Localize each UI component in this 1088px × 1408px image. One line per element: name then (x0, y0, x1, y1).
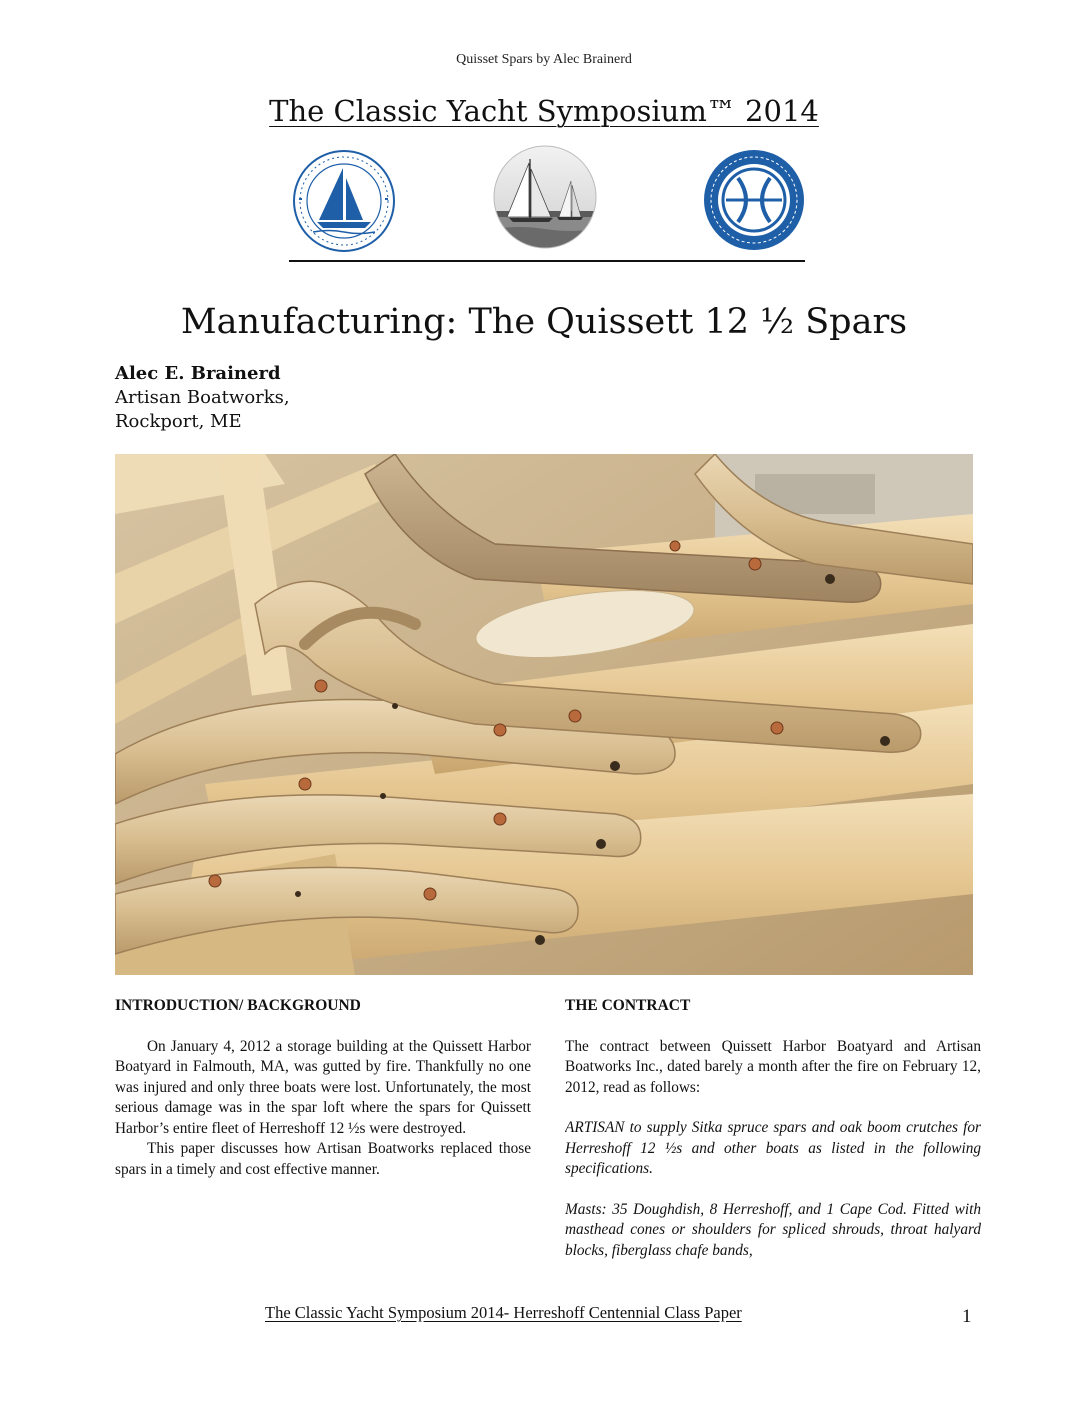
contract-heading: THE CONTRACT (565, 997, 691, 1014)
herreshoff-marine-museum-logo (289, 146, 399, 256)
author-affiliation: Artisan Boatworks, (115, 387, 290, 408)
contract-paragraph-3: Masts: 35 Doughdish, 8 Herreshoff, and 1 Cape Cod. Fitted with masthead cones or shoulders for spliced shrouds, throat halyard blocks, fiberglass chafe bands, (565, 1200, 981, 1259)
symposium-title: The Classic Yacht Symposium™ 2014 (269, 94, 819, 128)
introduction-paragraph-2: This paper discusses how Artisan Boatworks replaced those spars in a timely and cost effective manner. (115, 1140, 531, 1178)
running-head: Quisset Spars by Alec Brainerd (456, 52, 632, 67)
footer-text: The Classic Yacht Symposium 2014- Herreshoff Centennial Class Paper (265, 1303, 742, 1322)
introduction-paragraph-1: On January 4, 2012 a storage building at the Quissett Harbor Boatyard in Falmouth, MA, was gutted by fire. Thankfully no one was injured and only three boats were lost. Unfortunately, the most serious damage was in the spar loft where the spars for Quissett Harbor’s entire fleet of Herreshoff 12 ½s were destroyed. (115, 1037, 531, 1137)
author-location: Rockport, ME (115, 411, 242, 432)
introduction-heading: INTRODUCTION/ BACKGROUND (115, 997, 361, 1014)
paper-title: Manufacturing: The Quissett 12 ½ Spars (180, 302, 908, 342)
contract-section (565, 996, 981, 1264)
title-divider (289, 260, 805, 262)
author-block (115, 362, 290, 434)
sname-logo (702, 148, 806, 252)
contract-paragraph-1: The contract between Quissett Harbor Boatyard and Artisan Boatworks Inc., dated barely a month after the fire on February 12, 2012, read as follows: (565, 1037, 981, 1096)
author-name: Alec E. Brainerd (115, 363, 281, 384)
introduction-section (115, 996, 531, 1180)
page-number: 1 (962, 1306, 972, 1327)
wooden-boom-crutches-photo (115, 454, 973, 975)
contract-paragraph-2: ARTISAN to supply Sitka spruce spars and oak boom crutches for Herreshoff 12 ½s and other boats as listed in the following specifications. (565, 1119, 981, 1177)
sailboat-photo-logo (493, 145, 597, 249)
